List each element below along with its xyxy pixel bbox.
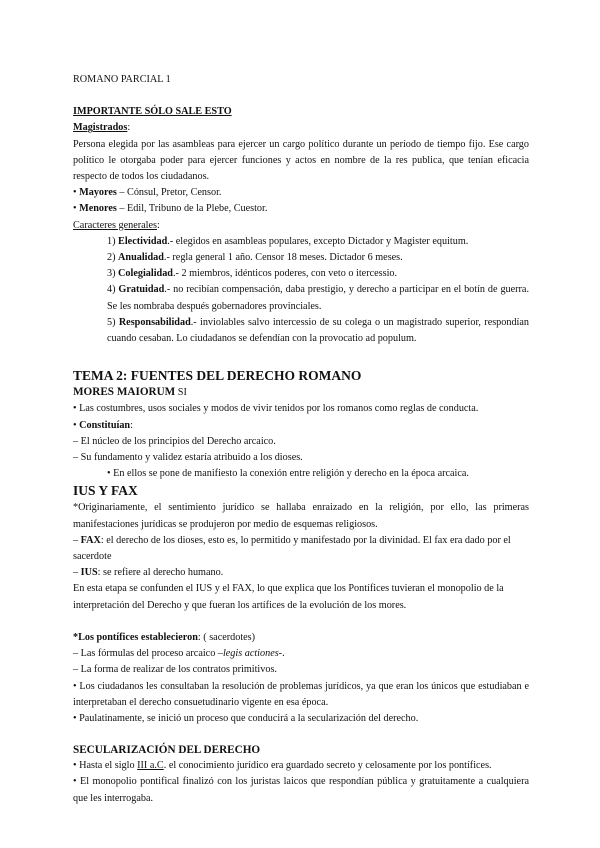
ius-fax-paragraph-2: En esta etapa se confunden el IUS y el FAX, lo que explica que los Pontífices tuvieran el monopolio de la interpretación del Derecho y que fueran los artífices de la evolución de los mores. <box>73 583 504 611</box>
list-item: • Hasta el siglo III a.C. el conocimiento jurídico era guardado secreto y celosamente por los pontífices. <box>73 760 492 772</box>
mores-heading: MORES MAIORUM SI <box>73 386 187 399</box>
constituian-heading: • Constituían: <box>73 419 133 431</box>
pontifices-heading: *Los pontífices establecieron: ( sacerdotes) <box>73 631 256 643</box>
important-heading: IMPORTANTE SÓLO SALE ESTO <box>73 106 232 118</box>
list-item: 3) Colegialidad.- 2 miembros, idénticos poderes, con veto o itercessio. <box>107 268 398 280</box>
list-item: 1) Electividad.- elegidos en asambleas populares, excepto Dictador y Magister equitum. <box>107 235 469 247</box>
magistrados-label: Magistrados <box>73 122 128 134</box>
list-item: • Los ciudadanos les consultaban la resolución de problemas jurídicos, ya que eran los únicos que estudiaban e interpretaban el derecho consuetudinario vigente en esa época. <box>73 680 529 708</box>
list-item: 4) Gratuidad.- no recibían compensación, daba prestigio, y derecho a participar en el botín de guerra. Se les nombraba después gobernadores provinciales. <box>107 284 530 312</box>
list-item: – Su fundamento y validez estaría atribuido a los dioses. <box>73 452 303 464</box>
list-item: • El monopolio pontifical finalizó con los juristas laicos que respondían pública y gratuitamente a cualquiera que les interrogaba. <box>73 776 529 804</box>
list-item: • En ellos se pone de manifiesto la conexión entre religión y derecho en la época arcaica. <box>107 468 469 480</box>
tema2-heading: TEMA 2: FUENTES DEL DERECHO ROMANO <box>73 368 362 384</box>
caracteres-list <box>73 234 529 347</box>
magistrados-definition: Persona elegida por las asambleas para ejercer un cargo político durante un período de tiempo fijo. Ese cargo político le otorgaba poder para ejercer funciones y actos en nombre de la res publica, que tenían eficacia respecto de todos los ciudadanos. <box>73 138 529 183</box>
ius-definition: – IUS: se refiere al derecho humano. <box>73 567 224 579</box>
fax-definition: – FAX: el derecho de los dioses, esto es, lo permitido y manifestado por la divinidad. El fax era dado por el sacerdote <box>73 534 511 563</box>
list-item: – La forma de realizar de los contratos primitivos. <box>73 664 277 676</box>
list-item: 2) Anualidad.- regla general 1 año. Censor 18 meses. Dictador 6 meses. <box>107 252 403 264</box>
mayores-line: • Mayores – Cónsul, Pretor, Censor. <box>73 187 222 199</box>
secularizacion-heading: SECULARIZACIÓN DEL DERECHO <box>73 744 261 757</box>
ius-fax-paragraph: *Originariamente, el sentimiento jurídico se hallaba enraizado en la religión, por ello, las primeras manifestaciones jurídicas se produjeron por medio de esquemas religiosos. <box>73 502 529 530</box>
magistrados-heading: Magistrados: <box>73 122 131 134</box>
document-page <box>73 72 529 807</box>
list-item: – Las fórmulas del proceso arcaico –legis actiones-. <box>73 648 285 660</box>
menores-line: • Menores – Edil, Tribuno de la Plebe, Cuestor. <box>73 203 268 215</box>
ius-fax-heading: IUS Y FAX <box>73 483 138 499</box>
list-item: 5) Responsabilidad.- inviolables salvo intercessio de su colega o un magistrado superior, respondían cuando cesaban. Lo ciudadanos se defendían con la provocatio ad populum. <box>107 316 529 345</box>
list-item: • Paulatinamente, se inició un proceso que conducirá a la secularización del derecho. <box>73 712 419 724</box>
list-item: – El núcleo de los principios del Derecho arcaico. <box>73 435 276 447</box>
mores-bullet: • Las costumbres, usos sociales y modos de vivir tenidos por los romanos como reglas de conducta. <box>73 403 479 415</box>
document-title: ROMANO PARCIAL 1 <box>73 74 171 85</box>
caracteres-heading: Caracteres generales: <box>73 219 160 231</box>
